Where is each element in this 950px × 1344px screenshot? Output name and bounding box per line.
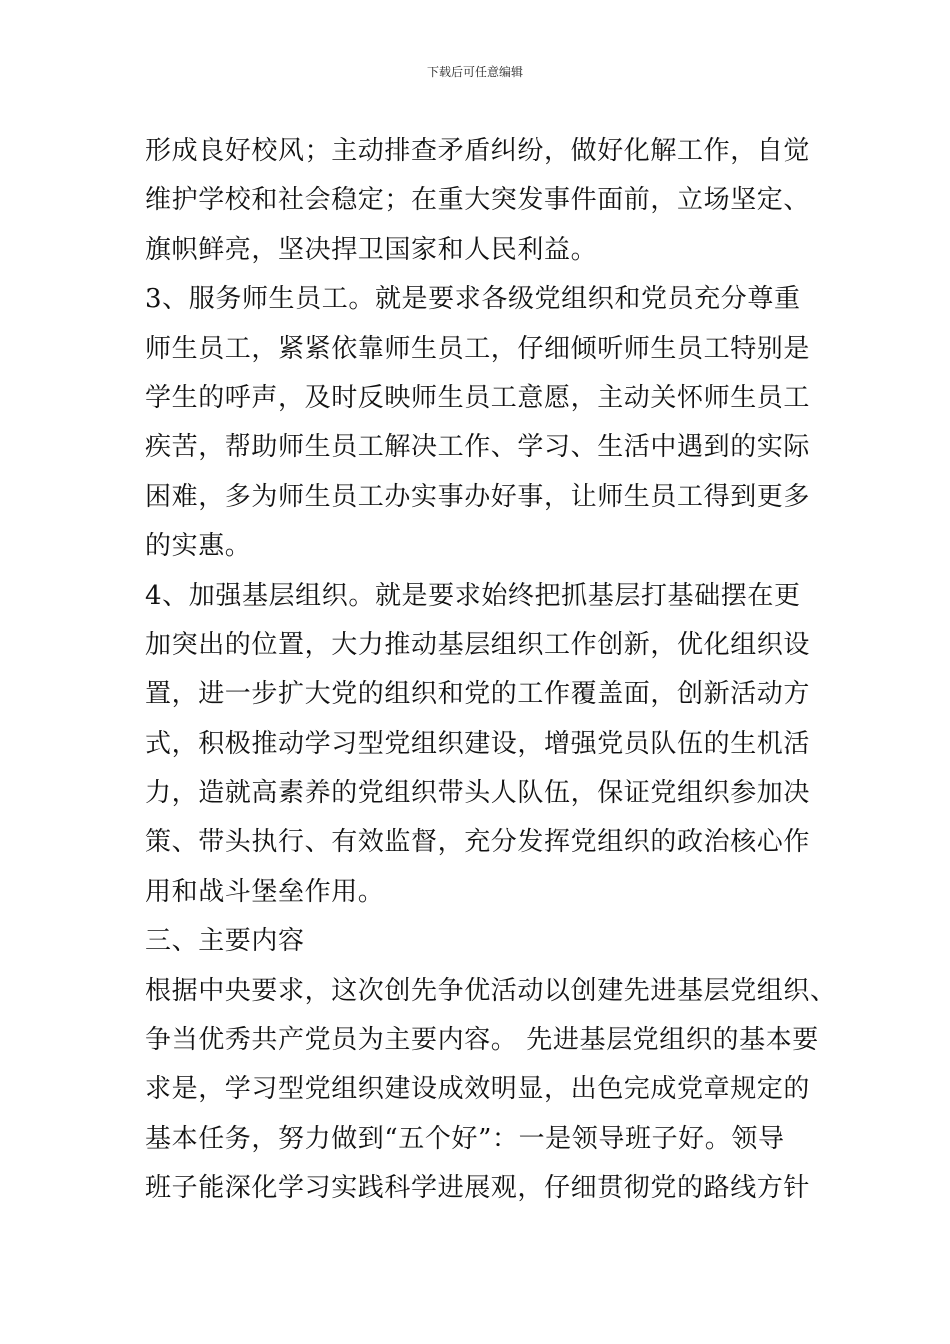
text-line: 求是，学习型党组织建设成效明显，出色完成党章规定的: [145, 1074, 811, 1105]
body-text: [145, 127, 845, 1214]
text-line: 4、加强基层组织。就是要求始终把抓基层打基础摆在更: [145, 580, 801, 611]
text-line: 3、服务师生员工。就是要求各级党组织和党员充分尊重: [145, 284, 801, 315]
text-line: 旗帜鲜亮，坚决捍卫国家和人民利益。: [145, 234, 598, 265]
text-line: 困难，多为师生员工办实事办好事，让师生员工得到更多: [145, 481, 811, 512]
text-line: 式，积极推动学习型党组织建设，增强党员队伍的生机活: [145, 728, 811, 759]
text-line: 用和战斗堡垒作用。: [145, 876, 385, 907]
text-line: 班子能深化学习实践科学进展观，仔细贯彻党的路线方针: [145, 1173, 811, 1204]
text-line: 争当优秀共产党员为主要内容。 先进基层党组织的基本要: [145, 1025, 819, 1056]
text-line: 维护学校和社会稳定；在重大突发事件面前，立场坚定、: [145, 185, 811, 216]
text-line: 师生员工，紧紧依靠师生员工，仔细倾听师生员工特别是: [145, 333, 811, 364]
page-header: 下载后可任意编辑: [426, 65, 523, 79]
text-line: 置，进一步扩大党的组织和党的工作覆盖面，创新活动方: [145, 679, 811, 710]
text-line: 的实惠。: [145, 531, 252, 562]
text-line: 力，造就高素养的党组织带头人队伍，保证党组织参加决: [145, 778, 811, 809]
text-line: 基本任务，努力做到“五个好”：一是领导班子好。领导: [145, 1123, 785, 1154]
section-heading: 三、主要内容: [145, 926, 305, 957]
text-line: 根据中央要求，这次创先争优活动以创建先进基层党组织、: [145, 975, 837, 1006]
text-line: 学生的呼声，及时反映师生员工意愿，主动关怀师生员工: [145, 382, 811, 413]
text-line: 疾苦，帮助师生员工解决工作、学习、生活中遇到的实际: [145, 432, 811, 463]
text-line: 形成良好校风；主动排查矛盾纠纷，做好化解工作，自觉: [145, 136, 811, 166]
text-line: 策、带头执行、有效监督，充分发挥党组织的政治核心作: [145, 827, 811, 858]
text-line: 加突出的位置，大力推动基层组织工作创新，优化组织设: [145, 629, 811, 660]
